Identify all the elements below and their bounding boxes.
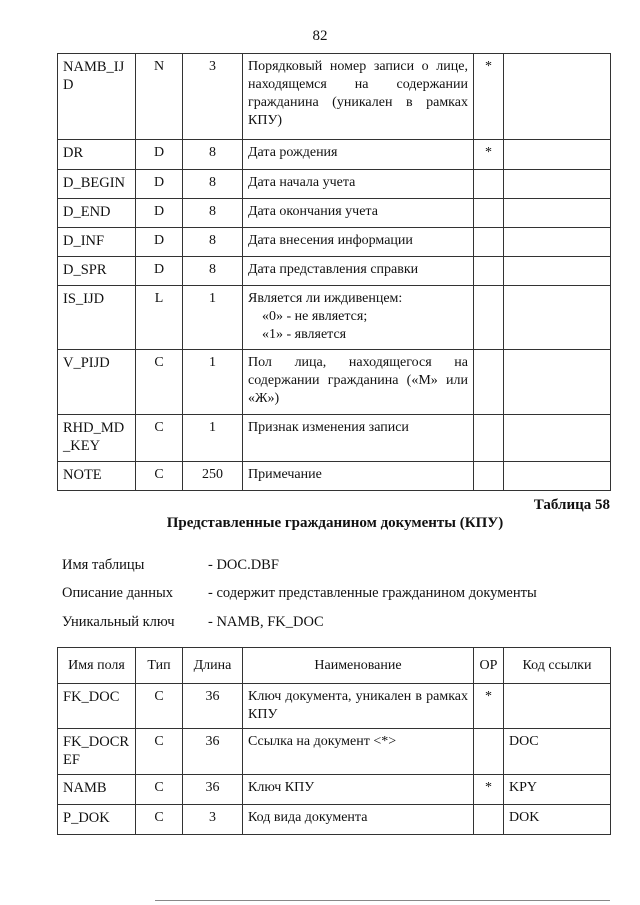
field-length: 1	[183, 350, 243, 415]
field-length: 8	[183, 170, 243, 199]
field-ref	[504, 140, 611, 170]
field-type: D	[136, 199, 183, 228]
field-type: C	[136, 415, 183, 462]
field-ref: DOC	[504, 729, 611, 775]
meta-unique-key	[62, 614, 324, 631]
table-row	[58, 462, 611, 491]
column-header: Тип	[136, 648, 183, 684]
meta-value: - NAMB, FK_DOC	[208, 614, 324, 630]
field-type: C	[136, 805, 183, 835]
table-row	[58, 228, 611, 257]
column-header: Длина	[183, 648, 243, 684]
column-header: Имя поля	[58, 648, 136, 684]
field-op	[474, 199, 504, 228]
field-op	[474, 415, 504, 462]
field-name: FK_DOC	[58, 684, 136, 729]
table-row	[58, 805, 611, 835]
field-op	[474, 729, 504, 775]
column-header: ОР	[474, 648, 504, 684]
field-type: D	[136, 257, 183, 286]
field-op	[474, 170, 504, 199]
field-ref: DOK	[504, 805, 611, 835]
field-op	[474, 462, 504, 491]
field-description: Код вида документа	[243, 805, 474, 835]
field-type: D	[136, 140, 183, 170]
field-type: D	[136, 170, 183, 199]
field-op	[474, 350, 504, 415]
table-row	[58, 257, 611, 286]
field-type: C	[136, 775, 183, 805]
meta-table-name	[62, 557, 279, 574]
field-ref	[504, 350, 611, 415]
field-ref	[504, 257, 611, 286]
field-op: *	[474, 684, 504, 729]
field-name: D_SPR	[58, 257, 136, 286]
field-ref	[504, 286, 611, 350]
field-name: V_PIJD	[58, 350, 136, 415]
field-ref	[504, 199, 611, 228]
table-row	[58, 286, 611, 350]
table-row	[58, 350, 611, 415]
table-row	[58, 729, 611, 775]
field-name: NOTE	[58, 462, 136, 491]
field-op: *	[474, 54, 504, 140]
field-name: IS_IJD	[58, 286, 136, 350]
field-length: 250	[183, 462, 243, 491]
field-description	[243, 286, 474, 350]
field-type: C	[136, 350, 183, 415]
field-length: 3	[183, 805, 243, 835]
field-description: Дата представления справки	[243, 257, 474, 286]
field-ref	[504, 415, 611, 462]
field-description: Примечание	[243, 462, 474, 491]
field-ref	[504, 54, 611, 140]
field-op	[474, 228, 504, 257]
table-row	[58, 54, 611, 140]
field-name: D_BEGIN	[58, 170, 136, 199]
field-op	[474, 257, 504, 286]
field-ref	[504, 462, 611, 491]
field-description: Пол лица, находящегося на содержании гражданина («М» или «Ж»)	[243, 350, 474, 415]
field-type: D	[136, 228, 183, 257]
table-row	[58, 170, 611, 199]
field-description: Порядковый номер записи о лице, находящемся на содержании гражданина (уникален в рамках КПУ)	[243, 54, 474, 140]
table-58	[57, 647, 611, 835]
field-length: 36	[183, 729, 243, 775]
field-name: DR	[58, 140, 136, 170]
table-row	[58, 775, 611, 805]
field-type: C	[136, 729, 183, 775]
field-description: Дата окончания учета	[243, 199, 474, 228]
table-row	[58, 684, 611, 729]
field-length: 8	[183, 228, 243, 257]
column-header: Код ссылки	[504, 648, 611, 684]
field-ref	[504, 684, 611, 729]
description-line: Является ли иждивенцем:	[248, 291, 403, 306]
field-length: 3	[183, 54, 243, 140]
field-description: Ключ КПУ	[243, 775, 474, 805]
meta-value: - DOC.DBF	[208, 557, 279, 573]
field-name: D_END	[58, 199, 136, 228]
field-description: Дата начала учета	[243, 170, 474, 199]
field-type: N	[136, 54, 183, 140]
field-description: Дата внесения информации	[243, 228, 474, 257]
fields-table-continued	[57, 53, 611, 491]
field-name: NAMB	[58, 775, 136, 805]
field-op: *	[474, 775, 504, 805]
meta-label: Описание данных	[62, 585, 173, 601]
table-row	[58, 199, 611, 228]
field-length: 8	[183, 199, 243, 228]
field-length: 8	[183, 140, 243, 170]
field-name: FK_DOCR EF	[58, 729, 136, 775]
table-row	[58, 140, 611, 170]
field-name: D_INF	[58, 228, 136, 257]
field-name: RHD_MD _KEY	[58, 415, 136, 462]
field-type: C	[136, 462, 183, 491]
meta-description	[62, 585, 537, 602]
table-header-row	[58, 648, 611, 684]
field-op: *	[474, 140, 504, 170]
field-length: 1	[183, 415, 243, 462]
field-ref: KPY	[504, 775, 611, 805]
field-description: Признак изменения записи	[243, 415, 474, 462]
field-description: Ключ документа, уникален в рамках КПУ	[243, 684, 474, 729]
meta-value: - содержит представленные гражданином документы	[208, 585, 537, 601]
field-description: Ссылка на документ <*>	[243, 729, 474, 775]
field-ref	[504, 228, 611, 257]
field-op	[474, 286, 504, 350]
meta-label: Уникальный ключ	[62, 614, 175, 630]
page-bottom-rule	[155, 900, 610, 901]
field-ref	[504, 170, 611, 199]
column-header: Наименование	[243, 648, 474, 684]
meta-label: Имя таблицы	[62, 557, 145, 573]
field-length: 1	[183, 286, 243, 350]
table-row	[58, 415, 611, 462]
field-length: 36	[183, 775, 243, 805]
description-line: «1» - является	[262, 327, 347, 342]
field-description: Дата рождения	[243, 140, 474, 170]
page-number: 82	[312, 28, 328, 44]
field-op	[474, 805, 504, 835]
field-type: C	[136, 684, 183, 729]
description-line: «0» - не является;	[262, 309, 368, 324]
field-name: NAMB_IJ D	[58, 54, 136, 140]
field-length: 36	[183, 684, 243, 729]
field-length: 8	[183, 257, 243, 286]
table-title: Представленные гражданином документы (КПУ)	[166, 515, 504, 531]
field-type: L	[136, 286, 183, 350]
field-name: P_DOK	[58, 805, 136, 835]
table-number-label: Таблица 58	[533, 497, 610, 513]
